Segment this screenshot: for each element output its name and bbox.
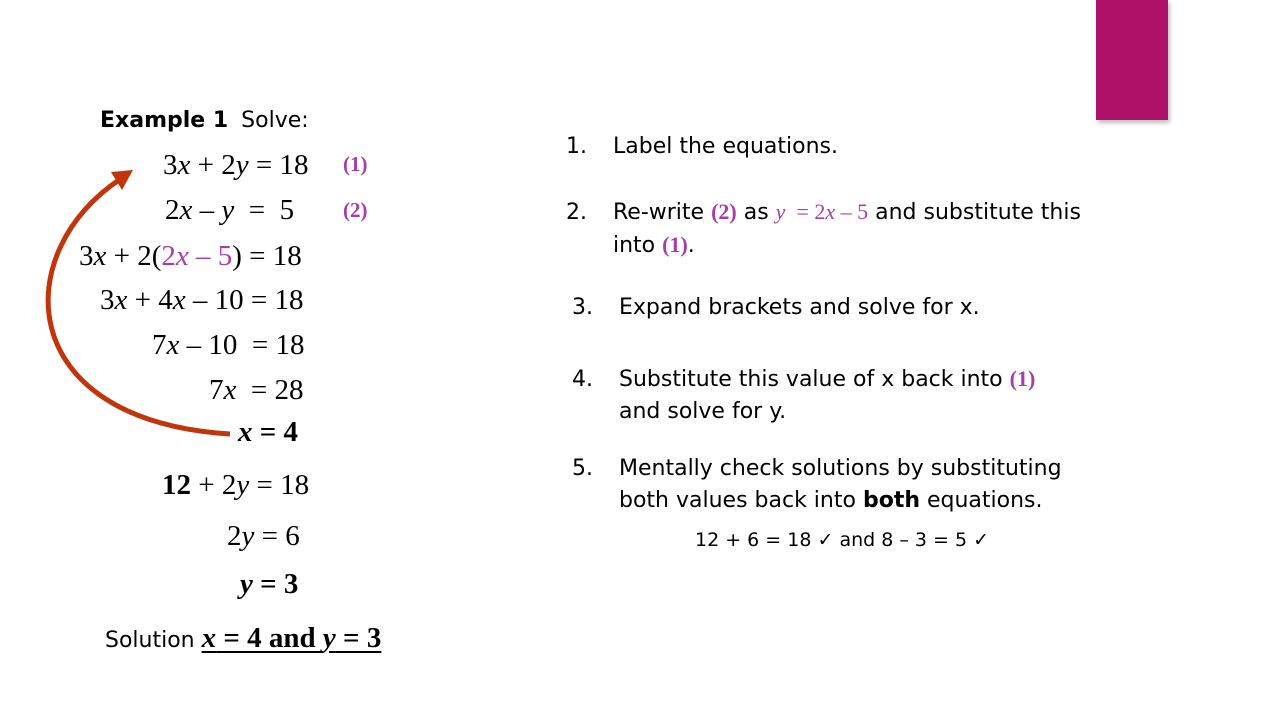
example-label: Example 1 [100,108,229,133]
step-1: 1. Label the equations. [566,134,838,159]
y-equation: 2y = 6 [227,520,300,552]
equation-2: 2x – y = 5 [165,194,295,226]
expanded-equation: 3x + 4x – 10 = 18 [100,284,304,316]
simplified-equation: 7x – 10 = 18 [152,329,305,361]
step-5: 5. Mentally check solutions by substituting both values back into both equations. [572,456,1062,513]
equation-1-label: (1) [343,152,368,176]
back-substitution: 12 + 2y = 18 [162,469,310,501]
arrow-head [111,170,133,190]
equation-2-label: (2) [343,198,368,222]
x-solution: x = 4 [238,416,299,448]
step-3: 3. Expand brackets and solve for x. [572,295,980,320]
isolated-equation: 7x = 28 [209,374,304,406]
equation-1: 3x + 2y = 18 [163,149,309,181]
example-heading [100,108,309,133]
check-line: 12 + 6 = 18 ✓ and 8 – 3 = 5 ✓ [695,529,990,551]
solve-label: Solve: [241,108,309,133]
step-4: 4. Substitute this value of x back into (1) and solve for y. [572,366,1036,424]
solution-statement: x = 4 and y = 3 [201,622,382,654]
y-solution: y = 3 [240,568,299,600]
solution-prefix: Solution [105,628,202,653]
solution-line [105,622,381,655]
step-2: 2. Re-write (2) as y = 2x – 5 and substitute this into (1). [566,199,1081,258]
substituted-equation: 3x + 2(2x – 5) = 18 [79,240,302,272]
